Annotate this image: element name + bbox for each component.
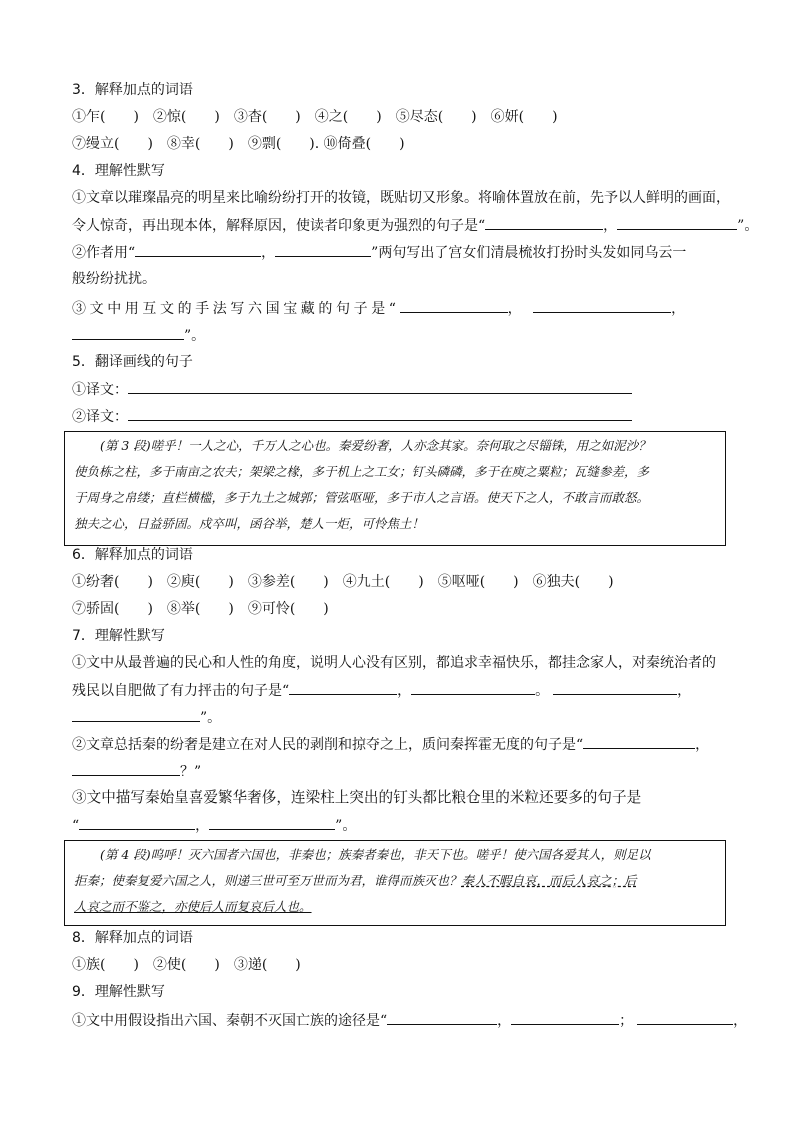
answer-blank[interactable] (289, 680, 397, 695)
translation-label: ②译文： (72, 409, 128, 425)
q1-prompt-text: ①文中用假设指出六国、秦朝不灭国亡族的途径是“ (72, 1013, 388, 1029)
section-7-q1-line-1: ①文中从最普遍的民心和人性的角度，说明人心没有区别，都追求幸福快乐，都挂念家人，对秦统治者的 (72, 655, 716, 671)
section-4-q3-line-1 (72, 298, 689, 319)
answer-blank[interactable] (387, 1010, 497, 1025)
closing-quote: ”。 (184, 328, 206, 344)
answer-blank[interactable] (583, 734, 695, 749)
answer-blank[interactable] (72, 325, 184, 340)
q2-prompt-text: ②文章总括秦的纷奢是建立在对人民的剥削和掠夺之上，质问秦挥霍无度的句子是“ (72, 737, 584, 753)
section-7-heading: 7．理解性默写 (72, 628, 165, 644)
answer-blank[interactable] (411, 680, 535, 695)
passage-4-line-2 (74, 872, 637, 890)
answer-blank[interactable] (209, 815, 335, 830)
answer-blank[interactable] (617, 215, 737, 230)
section-7-q1-line-3 (72, 707, 221, 728)
passage-3-line-4: 独夫之心，日益骄固。戍卒叫，函谷举，楚人一炬，可怜焦土！ (74, 516, 425, 531)
separator: ， (397, 683, 412, 699)
closing-quote: ”。 (335, 818, 357, 834)
answer-blank[interactable] (275, 242, 371, 257)
closing-quote: ”。 (737, 218, 759, 234)
separator: ， (695, 737, 710, 753)
q2-prompt-text: ②作者用“ (72, 245, 136, 261)
translation-label: ①译文： (72, 382, 128, 398)
passage-4-underlined-sentence: 秦人不暇自哀，而后人哀之；后 (461, 873, 637, 888)
q2-prompt-text-end: ”两句写出了宫女们清晨梳妆打扮时头发如同乌云一 (371, 245, 687, 261)
translation-blank[interactable] (128, 379, 632, 394)
passage-3-line-1: (第 3 段)嗟乎！一人之心，千万人之心也。秦爱纷奢，人亦念其家。奈何取之尽锱铢，用之如泥沙？ (100, 438, 651, 453)
section-7-q3-line-2 (72, 815, 356, 836)
q3-prompt-text: ③文中用互文的手法写六国宝藏的句子是“ (72, 301, 400, 317)
answer-blank[interactable] (637, 1010, 733, 1025)
separator: ， (677, 683, 692, 699)
section-4-q3-line-2 (72, 325, 205, 346)
translation-line-2 (72, 406, 632, 427)
section-3-row-2: ⑦缦立( ) ⑧幸( ) ⑨剽( ). ⑩倚叠( ) (72, 136, 405, 152)
section-7-q1-line-2 (72, 680, 691, 701)
separator: ， (497, 1013, 512, 1029)
section-9-q1-line-1 (72, 1010, 747, 1031)
answer-blank[interactable] (400, 298, 508, 313)
separator: ， (195, 818, 210, 834)
closing-quote: ”。 (200, 710, 222, 726)
separator: ， (671, 301, 689, 317)
opening-quote: “ (72, 818, 80, 834)
section-4-q2-line-2: 般纷纷扰扰。 (72, 271, 156, 287)
section-7-q2-line-2 (72, 761, 201, 782)
separator: ， (261, 245, 276, 261)
section-4-heading: 4．理解性默写 (72, 163, 165, 179)
translation-line-1 (72, 379, 632, 400)
answer-blank[interactable] (72, 707, 200, 722)
section-6-row-1: ①纷奢( ) ②庾( ) ③参差( ) ④九土( ) ⑤呕哑( ) ⑥独夫( ) (72, 574, 614, 590)
separator: ； (619, 1013, 634, 1029)
q1-prompt-text: 残民以自肥做了有力抨击的句子是“ (72, 683, 290, 699)
section-8-row-1: ①族( ) ②使( ) ③递( ) (72, 957, 301, 973)
section-3-row-1: ①乍( ) ②惊( ) ③杳( ) ④之( ) ⑤尽态( ) ⑥妍( ) (72, 109, 558, 125)
section-7-q3-line-1: ③文中描写秦始皇喜爱繁华奢侈，连梁柱上突出的钉头都比粮仓里的米粒还要多的句子是 (72, 789, 642, 806)
section-6-row-2: ⑦骄固( ) ⑧举( ) ⑨可怜( ) (72, 601, 329, 617)
answer-blank[interactable] (553, 680, 677, 695)
section-3-heading: 3．解释加点的词语 (72, 82, 193, 98)
passage-4-line-3: 人哀之而不鉴之，亦使后人而复哀后人也。 (74, 899, 312, 914)
translation-blank[interactable] (128, 406, 632, 421)
separator: ， (733, 1013, 748, 1029)
section-4-q1-line-1: ①文章以璀璨晶亮的明星来比喻纷纷打开的妆镜，既贴切又形象。将喻体置放在前，先予以人鲜明的画面， (72, 190, 730, 206)
passage-3-line-2: 使负栋之柱，多于南亩之农夫；架梁之椽，多于机上之工女；钉头磷磷，多于在庾之粟粒；瓦缝参差，多 (74, 464, 650, 479)
passage-4-line-1: (第 4 段)呜呼！灭六国者六国也，非秦也；族秦者秦也，非天下也。嗟乎！使六国各爱其人，则足以 (100, 847, 651, 862)
section-6-heading: 6．解释加点的词语 (72, 547, 193, 563)
passage-4-text: 拒秦；使秦复爱六国之人，则递三世可至万世而为君，谁得而族灭也？ (74, 873, 462, 888)
separator: 。 (535, 683, 550, 699)
separator: ， (507, 301, 526, 317)
section-7-q2-line-1 (72, 734, 709, 755)
section-4-q2-line-1 (72, 242, 686, 263)
section-4-q1-line-2 (72, 215, 758, 236)
q1-prompt-text: 令人惊奇，再出现本体，解释原因，使读者印象更为强烈的句子是“ (72, 218, 486, 234)
section-5-heading: 5．翻译画线的句子 (72, 354, 193, 370)
passage-3-line-3: 于周身之帛缕；直栏横槛，多于九土之城郭；管弦呕哑，多于市人之言语。使天下之人，不敢言而敢怒。 (74, 490, 650, 505)
answer-blank[interactable] (79, 815, 195, 830)
answer-blank[interactable] (135, 242, 261, 257)
separator: ， (603, 218, 618, 234)
section-8-heading: 8．解释加点的词语 (72, 930, 193, 946)
closing-quote: ？” (180, 764, 202, 780)
section-9-heading: 9．理解性默写 (72, 984, 165, 1000)
answer-blank[interactable] (511, 1010, 619, 1025)
answer-blank[interactable] (485, 215, 603, 230)
answer-blank[interactable] (72, 761, 180, 776)
answer-blank[interactable] (533, 298, 671, 313)
